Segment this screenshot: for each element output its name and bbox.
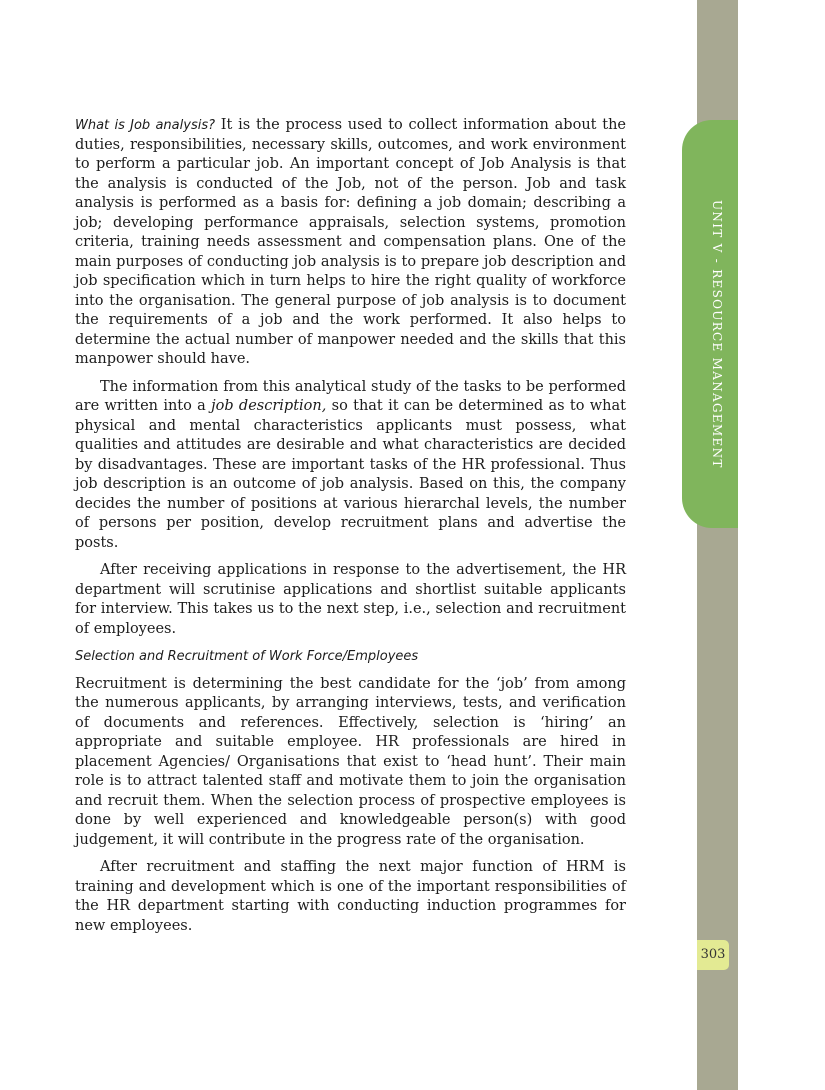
paragraph-text: It is the process used to collect information about the duties, responsibilities, necessary skills, outcomes, and work environment to perform a particular job. An important concept of Job Analysis is that the analysis is conducted of the Job, not of the person. Job and task analysis is performed as a basis for: defining a job domain; describing a job; developing performance appraisals, selection systems, promotion criteria, training needs assessment and compensation plans. One of the main purposes of conducting job analysis is to prepare job description and job specification which in turn helps to hire the right quality of workforce into the organisation. The general purpose of job analysis is to document the requirements of a job and the work performed. It also helps to determine the actual number of manpower needed and the skills that this manpower should have. [75, 117, 627, 367]
emphasis-term: job description, [211, 398, 327, 414]
paragraph-text: so that it can be determined as to what physical and mental characteristics applicants must possess, what qualities and attitudes are desirable and what characteristics are decided by disadvantages. These are important tasks of the HR professional. Thus job description is an outcome of job analysis. Based on this, the company decides the number of positions at various hierarchal levels, the number of persons per position, develop recruitment plans and advertise the posts. [75, 398, 626, 551]
paragraph-training: After recruitment and staffing the next major function of HRM is training and development which is one of the important responsibilities of the HR department starting with conducting induction programmes for new employees. [75, 859, 626, 934]
paragraph-text: The information from this analytical study of the tasks to be performed are written into a [75, 378, 626, 414]
page-number: 303 [697, 940, 729, 970]
paragraph-recruitment: Recruitment is determining the best candidate for the ‘job’ from among the numerous applicants, by arranging interviews, tests, and verification of documents and references. Effectively, selection is ‘hiring’ an appropriate and suitable employee. HR professionals are hired in placement Agencies/ Organisations that exist to ‘head hunt’. Their main role is to attract talented staff and motivate them to join the organisation and recruit them. When the selection process of prospective employees is done by well experienced and knowledgeable person(s) with good judgement, it will contribute in the progress rate of the organisation. [75, 675, 626, 848]
paragraph-applications: After receiving applications in response to the advertisement, the HR department will scrutinise applications and shortlist suitable applicants for interview. This takes us to the next step, i.e., selection and recruitment of employees. [75, 562, 626, 637]
paragraph-job-analysis [75, 116, 626, 370]
run-in-heading: What is Job analysis? [75, 118, 216, 133]
unit-label: UNIT V - RESOURCE MANAGEMENT [710, 200, 724, 469]
main-content [75, 116, 626, 944]
paragraph-job-description [75, 378, 626, 554]
section-subheading: Selection and Recruitment of Work Force/Employees [75, 649, 419, 664]
